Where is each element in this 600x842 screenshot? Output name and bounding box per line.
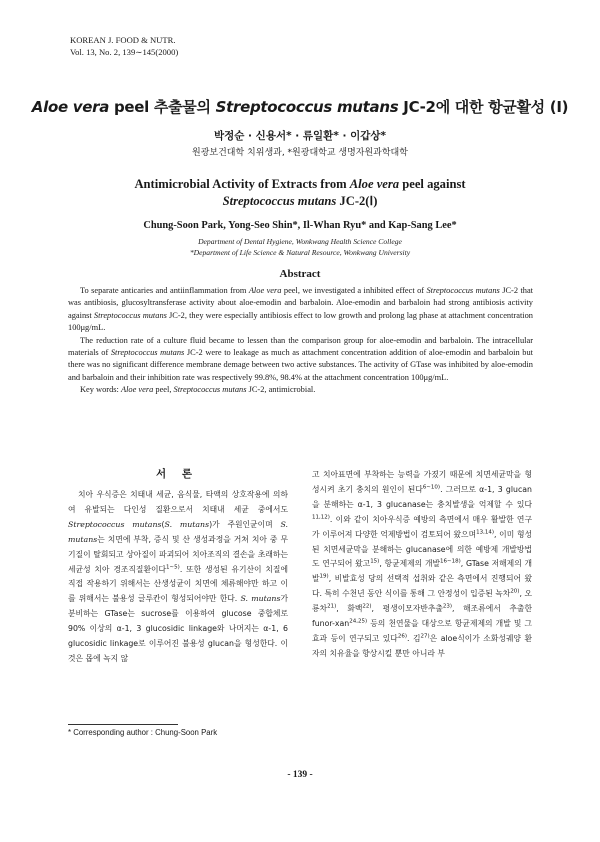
citation: 16∼18): [440, 558, 461, 565]
body-text: 가 분비하는 GTase는 sucrose를 이용하여 glucose 중합체로 90% 이상의 α-1, 3 glucosidic linkage와 나머지는 α-1, 6 glucosidic linkage로 이루어진 불용성 glucan을 형성한다. 이것은 몹에 녹지 않: [68, 594, 289, 663]
citation: 1∼5): [166, 563, 180, 570]
citation: 20): [510, 588, 520, 595]
body-text: , 항균제제의 개발: [379, 559, 441, 569]
citation: 24,25): [349, 618, 368, 625]
body-text: , 이미 형성된 치면세균막을 분해하는 glucanase에 의한 예방제 개발방법도 연구되어 왔고: [312, 529, 533, 569]
abs-text: JC-2, they were especially antibiosis effect to low growth and prolong lag phase at attachment concentration 100μg/mL.: [68, 310, 533, 333]
title-en-text-2: peel against: [399, 177, 466, 191]
citation: 22): [362, 603, 372, 610]
citation: 26): [397, 633, 407, 640]
journal-header: [70, 34, 178, 58]
body-text: . 김: [406, 633, 421, 643]
citation: 19): [319, 573, 329, 580]
left-column: [68, 488, 288, 667]
abs-italic: Streptococcus mutans: [93, 310, 167, 320]
body-text: , 비발효성 당의 선택적 섭취와 같은 측면에서 진행되어 왔다. 특히 수천년 동안 식이를 통해 그 안정성이 입증된 녹차: [312, 574, 532, 599]
english-title-line-2: [0, 193, 600, 210]
citation: 27): [420, 633, 430, 640]
right-column: [312, 468, 532, 662]
abs-italic: Aloe vera: [248, 286, 282, 295]
abs-text: peel, we investigated a inhibited effect of: [281, 286, 427, 295]
body-text: 고 치아표면에 부착하는 능력을 가졌기 때문에 치면세균막을 형성시켜 초기 충치의 원인이 된다: [312, 470, 532, 494]
body-text: 치아 우식증은 치태내 세균, 음식물, 타액의 상호작용에 의하여 유발되는 다인성 질환으로서 치태내 세균 중에서도: [68, 490, 288, 514]
abs-text: To separate anticaries and antiinflammation from: [80, 286, 249, 295]
abs-text: JC-2, antimicrobial.: [246, 385, 316, 395]
affiliation-line-1: Department of Dental Hygiene, Wonkwang Health Science College: [198, 237, 402, 246]
citation: 15): [370, 558, 380, 565]
body-text: , GTase 저해제의 개발: [312, 559, 532, 584]
body-text: 은 aloe식이가 소화성궤양 환자의 치유율을 향상시킬 뿐만 아니라 부: [312, 633, 532, 658]
abstract-heading: Abstract: [279, 268, 321, 280]
body-text: , 화백: [336, 604, 363, 614]
key-words-label: Key words:: [80, 385, 121, 395]
body-text: . 또한 생성된 유기산이 치질에 직접 작용하기 위해서는 산생성균이 치면에 체류해야만 하고 이를 위해서는 불용성 글루칸이 형성되어야만 한다.: [68, 564, 288, 604]
korean-authors: 박정순 · 신용서* · 류일환* · 이갑상*: [213, 130, 387, 142]
title-en-text-1: Antimicrobial Activity of Extracts from: [134, 177, 350, 191]
korean-title: [0, 96, 600, 117]
english-title-line-1: [0, 176, 600, 193]
body-text: . 그러므로 α-1, 3 glucan을 분해하는 α-1, 3 glucanase는 충치발생을 억제할 수 있다: [312, 484, 532, 509]
body-italic: Streptococcus mutans: [68, 519, 162, 529]
corresponding-author-footnote: * Corresponding author : Chung-Soon Park: [68, 728, 218, 737]
body-text: )가 주원인균이며: [209, 519, 281, 529]
footnote-divider: [68, 724, 178, 725]
section-heading-introduction: 서 론: [156, 468, 198, 480]
body-text: , 평생이모자반추출: [371, 604, 443, 614]
title-en-species: Aloe vera: [349, 177, 400, 191]
journal-volume: Vol. 13, No. 2, 139∼145(2000): [70, 47, 179, 57]
body-text: . 이와 같이 치아우식증 예방의 측면에서 매우 활발한 연구가 이루어져 다양한 억제방법이 검토되어 왔으며: [312, 514, 532, 539]
abstract-paragraph-2: [68, 335, 533, 385]
body-italic: S. mutans: [240, 594, 281, 604]
citation: 13,14): [476, 529, 495, 536]
abstract-paragraph-1: [68, 285, 533, 335]
title-ko-text-1: peel 추출물의: [109, 98, 216, 116]
affiliation-line-2: *Department of Life Science & Natural Resource, Wonkwang University: [189, 248, 411, 257]
abs-text: JC-2 that was antibiosis, glucosyltransferase activity about aloe-emodin and barbaloin. Aloe-emodin and barbaloin had strong antibiosis activity against: [68, 286, 533, 320]
journal-name: KOREAN J. FOOD & NUTR.: [70, 35, 176, 45]
abs-text: peel,: [153, 385, 174, 395]
title-ko-bacteria: Streptococcus mutans: [215, 98, 399, 116]
body-text: (: [161, 519, 165, 529]
citation: 11,12): [312, 514, 330, 521]
citation: 23): [442, 603, 453, 610]
english-title: [0, 176, 600, 210]
key-words: [68, 384, 533, 396]
title-en-bacteria: Streptococcus mutans: [222, 194, 337, 208]
korean-affiliation: 원광보건대학 치위생과, *원광대학교 생명자원과학대학: [192, 148, 408, 158]
abs-italic: Streptococcus mutans: [110, 348, 185, 358]
body-text: 등의 천연물을 대상으로 항균제제의 개발 및 그 효과 등이 연구되고 있다: [312, 619, 532, 643]
citation: 21): [327, 603, 337, 610]
title-ko-text-2: JC-2에 대한 항균활성 (Ⅰ): [398, 98, 569, 116]
body-text: , 오룡차: [312, 589, 532, 614]
citation: 6∼10): [422, 484, 441, 491]
body-text: , 해조류에서 추출한 funor-xan: [312, 604, 532, 629]
title-en-text-3: JC-2(Ⅰ): [336, 194, 378, 208]
title-ko-species: Aloe vera: [31, 98, 110, 116]
abs-italic: Aloe vera: [120, 385, 154, 395]
body-text: 는 치면에 부착, 증식 및 산 생성과정을 거쳐 치아 중 무기질이 탈회되고 상아질이 파괴되어 치아조직의 결손을 초래하는 세균성 치아 경조직질환이다: [68, 534, 288, 574]
english-affiliation: [0, 236, 600, 258]
abstract-body: [68, 285, 533, 397]
page-number: - 139 -: [287, 770, 313, 780]
abs-italic: Streptococcus mutans: [173, 385, 247, 395]
abs-text: The reduction rate of a culture fluid became to lessen than the comparison group for aloe-emodin and barbaloin. The intracellular materials of: [68, 335, 533, 358]
english-authors: Chung-Soon Park, Yong-Seo Shin*, Il-Whan Ryu* and Kap-Sang Lee*: [143, 220, 457, 231]
body-italic: S. mutans: [68, 519, 288, 544]
abs-text: JC-2 were to leakage as much as attachment concentration addition of aloe-emodin and barbaloin but there was no significant difference membrane demage between two active substances. The activity of GTase was inhibited by aloe-emodin and barbaloin and their inhibition rate was respectively 99.8%, 98.4% at the attachment concentration 100μg/mL.: [68, 348, 533, 382]
body-italic: S. mutans: [164, 519, 210, 529]
abs-italic: Streptococcus mutans: [426, 286, 500, 295]
